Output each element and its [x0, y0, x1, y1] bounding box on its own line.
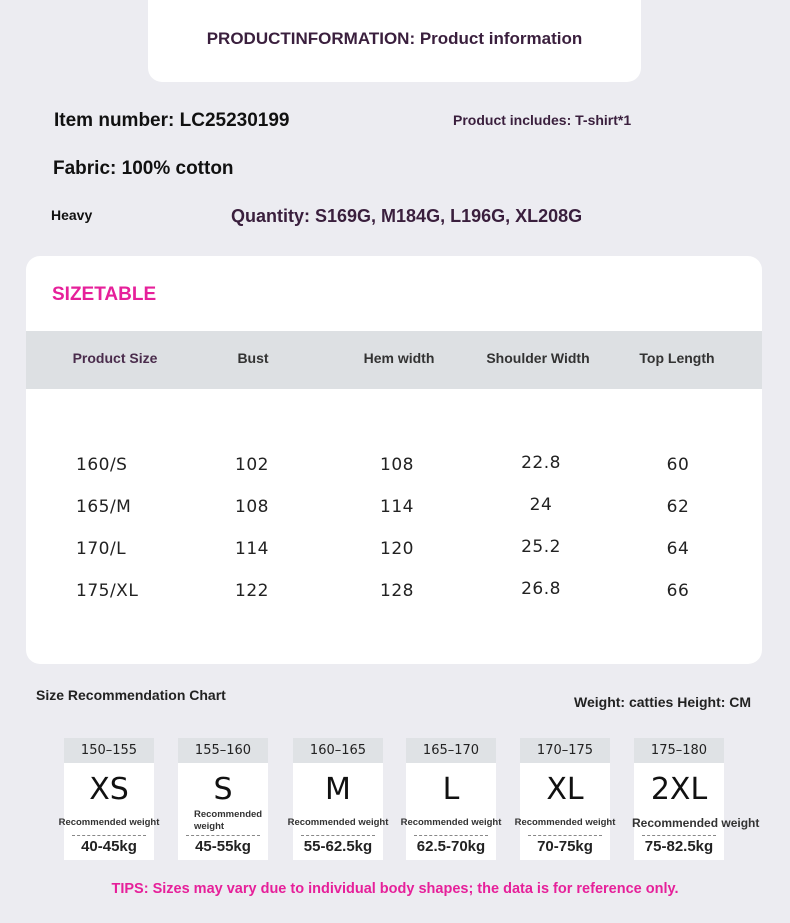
recommendation-units: Weight: catties Height: CM [574, 694, 752, 710]
table-row [26, 581, 762, 611]
recommended-weight-label: Recommended weight [58, 817, 160, 828]
tips-note: TIPS: Sizes may vary due to individual body shapes; the data is for reference only. [111, 881, 679, 897]
table-cell: 62 [666, 497, 690, 517]
size-label: S [213, 772, 233, 807]
table-cell: 114 [235, 539, 269, 559]
heavy-label: Heavy [51, 207, 93, 223]
size-label: M [325, 772, 351, 807]
product-info-heading: PRODUCTINFORMATION: Product information [206, 29, 583, 48]
size-label: 2XL [650, 772, 708, 807]
table-row [26, 455, 762, 485]
divider [186, 835, 260, 836]
table-cell: 170/L [76, 539, 127, 559]
height-range: 165–170 [406, 738, 496, 763]
weight-range: 70-75kg [537, 838, 593, 855]
product-includes: Product includes: T-shirt*1 [453, 112, 632, 128]
table-cell: 24 [529, 495, 553, 515]
table-cell: 26.8 [521, 579, 561, 599]
size-card-m [287, 738, 389, 860]
recommended-weight-label: Recommended weight [632, 816, 760, 830]
divider [642, 835, 716, 836]
height-range: 150–155 [64, 738, 154, 763]
table-cell: 64 [666, 539, 690, 559]
recommended-weight-label: Recommended weight [514, 817, 616, 828]
table-row [26, 539, 762, 569]
table-cell: 25.2 [521, 537, 561, 557]
size-card-xs [58, 738, 160, 860]
table-cell: 60 [666, 455, 690, 475]
header-bust: Bust [237, 350, 269, 366]
height-range: 160–165 [293, 738, 383, 763]
height-range: 170–175 [520, 738, 610, 763]
height-range: 175–180 [634, 738, 724, 763]
divider [528, 835, 602, 836]
weight-range: 55-62.5kg [303, 838, 373, 855]
size-card-xl [514, 738, 616, 860]
size-table-title: SIZETABLE [52, 284, 157, 305]
weight-range: 75-82.5kg [644, 838, 714, 855]
header-shoulder-width: Shoulder Width [486, 350, 590, 366]
recommended-weight-label: Recommended weight [400, 817, 502, 828]
size-table-header [26, 331, 762, 389]
weight-range: 40-45kg [81, 838, 137, 855]
size-label: XL [546, 772, 584, 807]
table-cell: 165/M [76, 497, 132, 517]
table-cell: 122 [235, 581, 269, 601]
size-card-l [400, 738, 502, 860]
quantity: Quantity: S169G, M184G, L196G, XL208G [231, 206, 583, 226]
recommendation-title: Size Recommendation Chart [36, 687, 226, 703]
size-label: L [442, 772, 460, 807]
product-info-card [148, 0, 641, 82]
table-cell: 108 [380, 455, 414, 475]
table-cell: 114 [380, 497, 414, 517]
size-card-2xl [632, 738, 760, 860]
size-card-s [178, 738, 268, 860]
divider [301, 835, 375, 836]
height-range: 155–160 [178, 738, 268, 763]
divider [72, 835, 146, 836]
table-cell: 120 [380, 539, 414, 559]
size-table-card [26, 256, 762, 664]
fabric: Fabric: 100% cotton [53, 158, 234, 179]
weight-range: 45-55kg [195, 838, 251, 855]
table-cell: 102 [235, 455, 269, 475]
table-row [26, 497, 762, 527]
header-product-size: Product Size [72, 350, 158, 366]
item-number: Item number: LC25230199 [54, 110, 290, 131]
recommended-weight-label: Recommended weight [287, 817, 389, 828]
header-top-length: Top Length [639, 350, 715, 366]
table-cell: 108 [235, 497, 269, 517]
table-cell: 175/XL [76, 581, 139, 601]
table-cell: 66 [666, 581, 690, 601]
recommended-weight-label: Recommended weight [194, 809, 263, 832]
header-hem-width: Hem width [363, 350, 435, 366]
table-cell: 160/S [76, 455, 128, 475]
size-label: XS [89, 772, 129, 807]
divider [414, 835, 488, 836]
weight-range: 62.5-70kg [416, 838, 486, 855]
table-cell: 22.8 [521, 453, 561, 473]
table-cell: 128 [380, 581, 414, 601]
